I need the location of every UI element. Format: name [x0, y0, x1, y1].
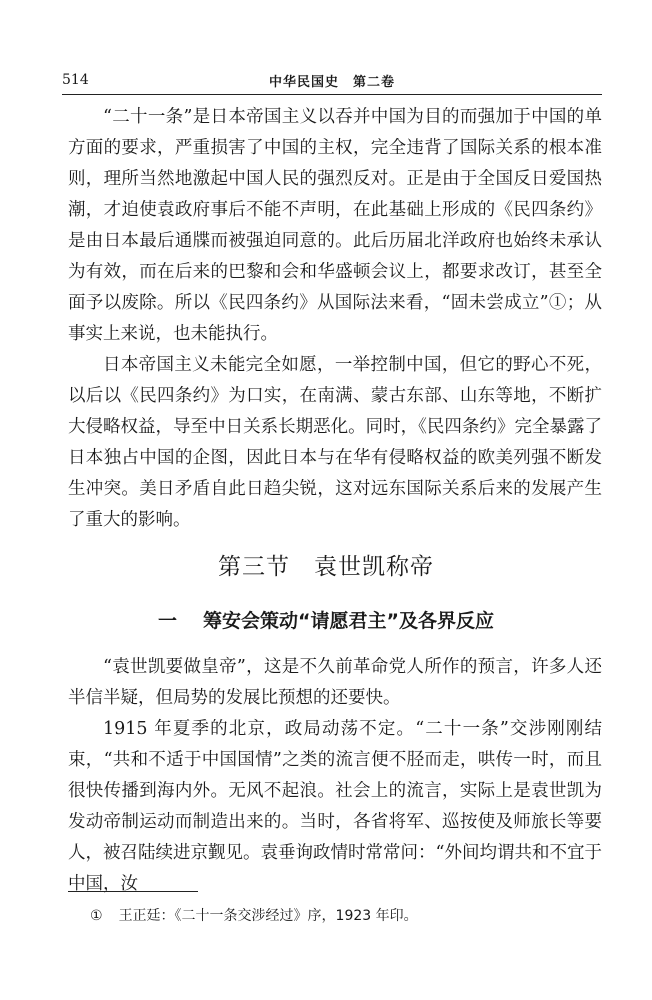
subsection-number: 一: [158, 610, 178, 632]
footnote-mark: ①: [90, 908, 103, 924]
page-header: [62, 66, 602, 92]
footnote-rule: [68, 891, 198, 892]
section-title: 第三节 袁世凯称帝: [218, 554, 434, 580]
subsection-title: [0, 606, 652, 633]
subsection-heading: 筹安会策动“请愿君主”及各界反应: [203, 610, 494, 632]
footnote: [90, 905, 418, 925]
body-text-top: [68, 102, 602, 536]
page-number: 514: [62, 72, 89, 88]
running-title: 中华民国史 第二卷: [268, 75, 395, 90]
paragraph: “袁世凯要做皇帝”，这是不久前革命党人所作的预言，许多人还半信半疑，但局势的发展比预想的还要快。: [68, 657, 602, 708]
header-rule: [62, 94, 602, 95]
paragraph: 日本帝国主义未能完全如愿，一举控制中国，但它的野心不死，以后以《民四条约》为口实，在南满、蒙古东部、山东等地，不断扩大侵略权益，导至中日关系长期恶化。同时，《民四条约》完全暴露了日本独占中国的企图，因此日本与在华有侵略权益的欧美列强不断发生冲突。美日矛盾自此日趋尖锐，这对远东国际关系后来的发展产生了重大的影响。: [68, 355, 602, 530]
footnote-text: 王正廷：《二十一条交涉经过》序，1923 年印。: [118, 908, 418, 924]
paragraph: “二十一条”是日本帝国主义以吞并中国为目的而强加于中国的单方面的要求，严重损害了中国的主权，完全违背了国际关系的根本准则，理所当然地激起中国人民的强烈反对。正是由于全国反日爱国热潮，才迫使袁政府事后不能不声明，在此基础上形成的《民四条约》是由日本最后通牒而被强迫同意的。此后历届北洋政府也始终未承认为有效，而在后来的巴黎和会和华盛顿会议上，都要求改订，甚至全面予以废除。所以《民四条约》从国际法来看，“固未尝成立”①；从事实上来说，也未能执行。: [68, 107, 602, 344]
body-text-bottom: [68, 652, 602, 900]
paragraph: 1915 年夏季的北京，政局动荡不定。“二十一条”交涉刚刚结束，“共和不适于中国国情”之类的流言便不胫而走，哄传一时，而且很快传播到海内外。无风不起浪。社会上的流言，实际上是袁世凯为发动帝制运动而制造出来的。当时，各省将军、巡按使及师旅长等要人，被召陆续进京觐见。袁垂询政情时常常问：“外间均谓共和不宜于中国，汝: [68, 719, 602, 894]
